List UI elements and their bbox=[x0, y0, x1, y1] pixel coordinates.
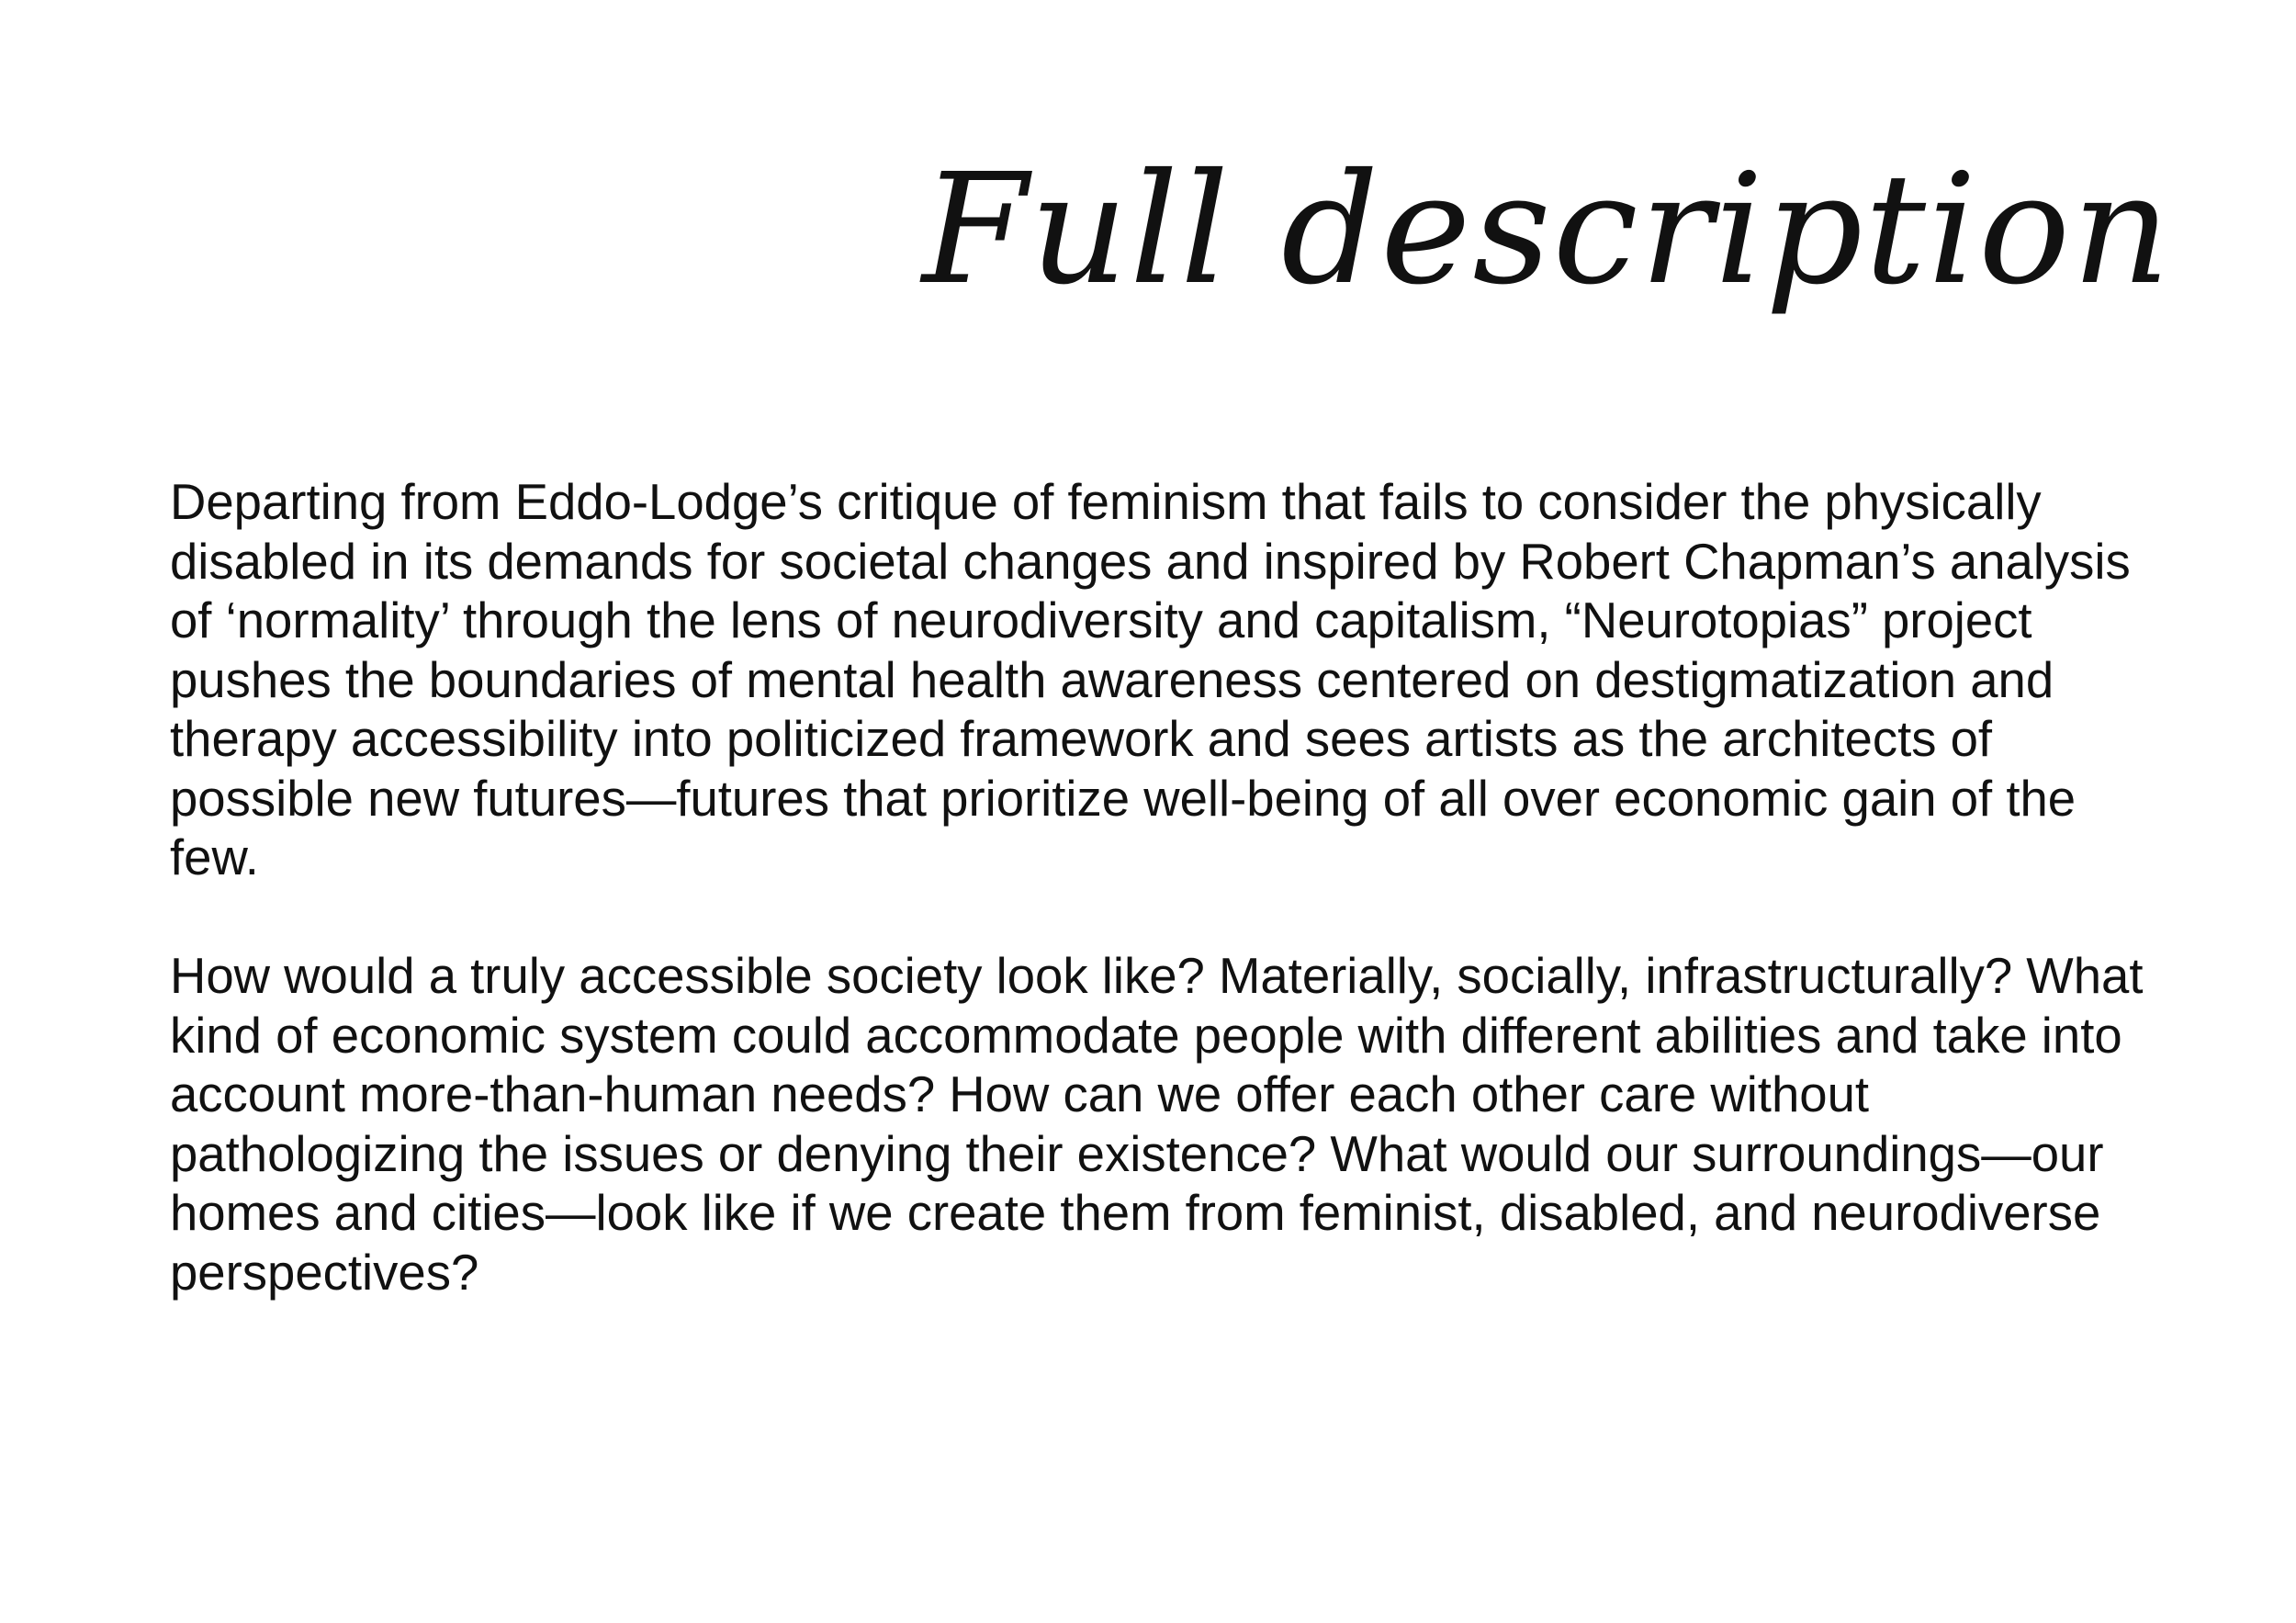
paragraph-line: few. bbox=[170, 829, 259, 885]
paragraph-line: How would a truly accessible society look like? Materially, socially, infrastructurally? What bbox=[170, 948, 2144, 1004]
page-title: Full description bbox=[921, 141, 2172, 319]
paragraph-line: perspectives? bbox=[170, 1244, 479, 1301]
paragraph-line: homes and cities—look like if we create them from feminist, disabled, and neurodiverse bbox=[170, 1185, 2101, 1241]
paragraph-line: account more-than-human needs? How can we offer each other care without bbox=[170, 1066, 1870, 1122]
paragraph-line: therapy accessibility into politicized framework and sees artists as the architects of bbox=[170, 711, 1993, 767]
description-body bbox=[170, 473, 2190, 1302]
paragraph-line: pushes the boundaries of mental health awareness centered on destigmatization and bbox=[170, 651, 2054, 708]
paragraph-critique bbox=[170, 473, 2190, 888]
paragraph-line: kind of economic system could accommodate people with different abilities and take into bbox=[170, 1007, 2122, 1064]
paragraph-line: Departing from Eddo-Lodge’s critique of feminism that fails to consider the physically bbox=[170, 474, 2042, 530]
paragraph-line: disabled in its demands for societal changes and inspired by Robert Chapman’s analysis bbox=[170, 533, 2131, 590]
paragraph-line: of ‘normality’ through the lens of neurodiversity and capitalism, “Neurotopias” project bbox=[170, 592, 2032, 648]
paragraph-line: possible new futures—futures that prioritize well-being of all over economic gain of the bbox=[170, 770, 2077, 827]
paragraph-questions bbox=[170, 947, 2190, 1302]
paragraph-line: pathologizing the issues or denying their existence? What would our surroundings—our bbox=[170, 1125, 2104, 1182]
